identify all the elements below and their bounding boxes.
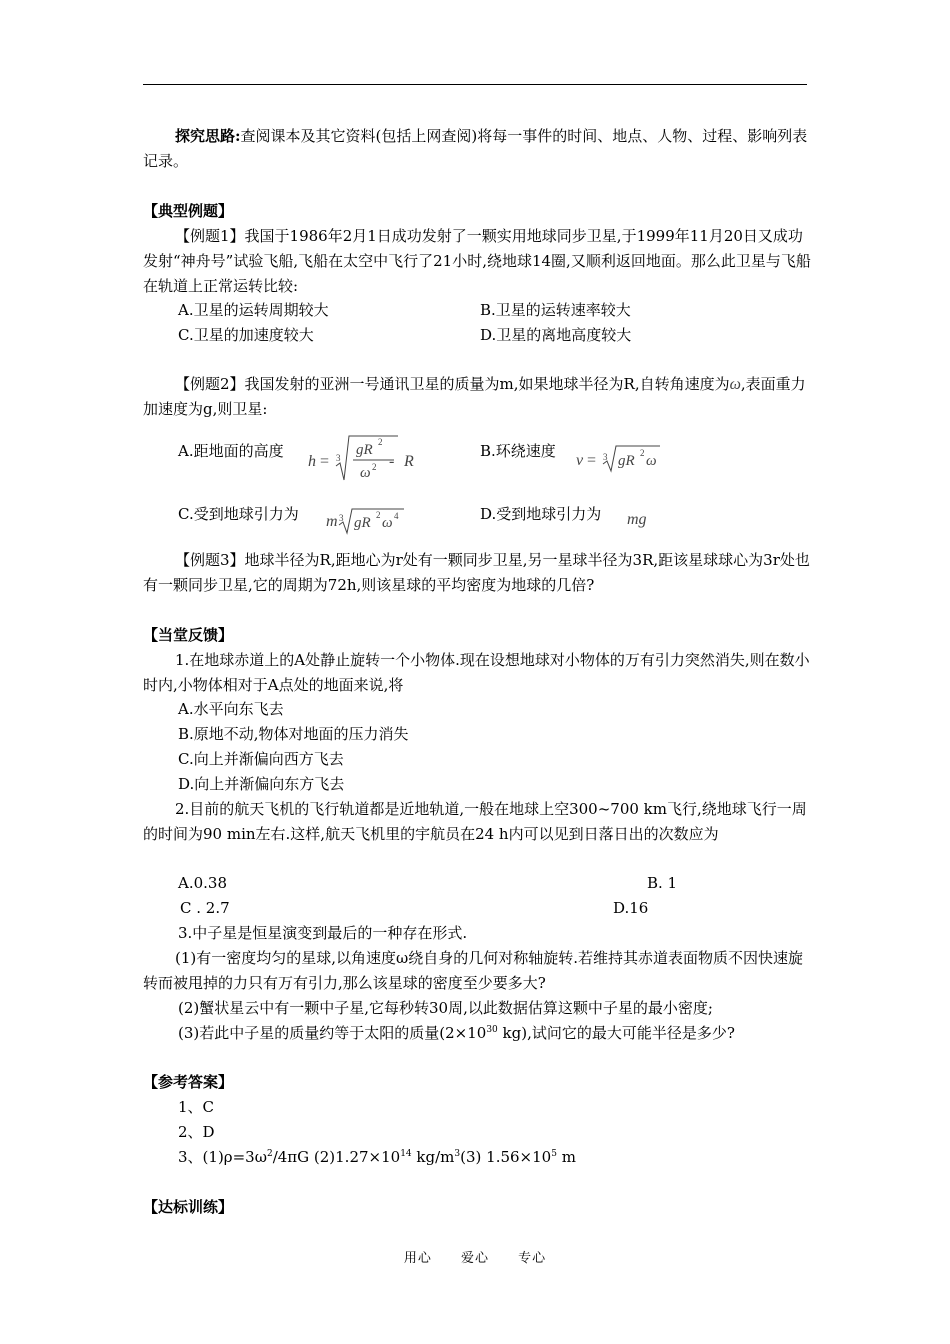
formula-gravity-d [626,505,660,533]
svg-text:3: 3 [339,513,344,523]
svg-text:=: = [587,452,597,469]
answer-3-exp1: 2 [266,1149,273,1159]
example2-option-d-label: D.受到地球引力为 [480,505,602,523]
svg-text:m: m [326,513,338,530]
answer-1: 1、C [178,1098,215,1116]
svg-text:gR: gR [356,442,373,458]
feedback-q2-option-a: A.0.38 [178,874,227,892]
svg-text:=: = [320,453,330,470]
example2-option-b [480,439,556,464]
intro-paragraph [143,124,813,174]
feedback-q2-option-b: B. 1 [647,874,678,892]
feedback-question3: 3.中子星是恒星演变到最后的一种存在形式. [178,924,468,942]
svg-text:2: 2 [378,437,383,447]
feedback-question2: 2.目前的航天飞机的飞行轨道都是近地轨道,一般在地球上空300~700 km飞行,绕地球飞行一周的时间为90 min左右.这样,航天飞机里的宇航员在24 h内可以见到日落日出的次数应为 [143,800,807,843]
formula-height [306,430,421,484]
example1-option-a: A.卫星的运转周期较大 [178,301,329,319]
example3-text: 【例题3】地球半径为R,距地心为r处有一颗同步卫星,另一星球半径为3R,距该星球球心为3r处也有一颗同步卫星,它的周期为72h,则该星球的平均密度为地球的几倍? [143,551,810,594]
example1-option-d: D.卫星的离地高度较大 [480,326,632,344]
answer-3-part-d: (3) 1.56×10 [460,1148,552,1166]
feedback-question3-part1: (1)有一密度均匀的星球,以角速度ω绕自身的几何对称轴旋转.若维持其赤道表面物质不因快速旋转而被甩掉的力只有万有引力,那么该星球的密度至少要多大? [143,949,804,992]
example1-option-c: C.卫星的加速度较大 [178,326,314,344]
header-rule [143,84,807,85]
feedback-q1-option-b: B.原地不动,物体对地面的压力消失 [178,725,409,743]
q3-part3-text-a: (3)若此中子星的质量约等于太阳的质量(2×10 [178,1024,487,1042]
answer-3-exp4: 5 [551,1149,557,1159]
intro-label: 探究思路: [175,127,241,145]
answer-3-exp2: 14 [400,1149,412,1159]
example2-text-part2: ,表面重力加速度为g,则卫星: [143,375,806,418]
answer-3-part-c: kg/m [411,1148,455,1166]
svg-text:3: 3 [603,452,608,462]
example1-option-b: B.卫星的运转速率较大 [480,301,631,319]
answers-heading: 【参考答案】 [143,1073,234,1091]
answer-2: 2、D [178,1123,215,1141]
svg-text:mg: mg [627,511,647,528]
feedback-q1-option-d: D.向上并渐偏向东方飞去 [178,775,345,793]
feedback-question3-part3 [178,1021,735,1046]
footer-word-3: 专心 [518,1251,547,1266]
footer-word-1: 用心 [403,1251,432,1266]
example2-option-a-label: A.距地面的高度 [178,442,284,460]
answer-3-part-b: /4πG (2)1.27×10 [272,1148,401,1166]
svg-text:ω: ω [360,465,371,481]
svg-text:gR: gR [618,453,635,469]
omega-symbol: ω [729,376,741,393]
training-heading: 【达标训练】 [143,1198,234,1216]
svg-text:2: 2 [640,448,645,458]
formula-velocity [574,440,666,474]
svg-text:3: 3 [336,453,341,463]
svg-text:v: v [576,452,584,469]
footer-word-2: 爱心 [460,1251,489,1266]
svg-text:2: 2 [376,510,381,520]
feedback-q2-option-c: C . 2.7 [180,899,230,917]
svg-text:h: h [308,453,316,470]
formula-gravity-c [324,503,410,537]
feedback-heading: 【当堂反馈】 [143,626,234,644]
feedback-q2-option-d: D.16 [613,899,649,917]
svg-text:2: 2 [372,462,377,472]
svg-text:ω: ω [646,453,657,469]
example2-text-part1: 【例题2】我国发射的亚洲一号通讯卫星的质量为m,如果地球半径为R,自转角速度为 [175,375,730,393]
example2-option-c [178,502,299,527]
answer-3 [178,1145,576,1170]
svg-text:ω: ω [382,515,393,531]
svg-text:-: - [389,453,395,470]
example2-option-a [178,439,284,464]
typical-heading: 【典型例题】 [143,202,234,220]
page-footer [0,1247,950,1266]
feedback-q1-option-a: A.水平向东飞去 [178,700,284,718]
answer-3-exp3: 3 [454,1149,461,1159]
answer-3-part-a: 3、(1)ρ=3ω [178,1148,267,1166]
feedback-question1: 1.在地球赤道上的A处静止旋转一个小物体.现在设想地球对小物体的万有引力突然消失,则在数小时内,小物体相对于A点处的地面来说,将 [143,651,810,694]
svg-text:R: R [404,453,414,470]
example2-option-b-label: B.环绕速度 [480,442,556,460]
q3-part3-exponent: 30 [486,1025,498,1035]
example2-option-c-label: C.受到地球引力为 [178,505,299,523]
svg-text:gR: gR [354,515,371,531]
example2-option-d [480,502,601,527]
feedback-question3-part2: (2)蟹状星云中有一颗中子星,它每秒转30周,以此数据估算这颗中子星的最小密度; [178,999,713,1017]
svg-text:4: 4 [394,511,399,521]
q3-part3-text-b: kg),试问它的最大可能半径是多少? [497,1024,735,1042]
example2-text [143,372,811,422]
answer-3-part-e: m [556,1148,576,1166]
example1-text: 【例题1】我国于1986年2月1日成功发射了一颗实用地球同步卫星,于1999年11月20日又成功发射“神舟号”试验飞船,飞船在太空中飞行了21小时,绕地球14圈,又顺利返回地面。那么此卫星与飞船在轨道上正常运转比较: [143,227,811,295]
feedback-q1-option-c: C.向上并渐偏向西方飞去 [178,750,344,768]
intro-text: 查阅课本及其它资料(包括上网查阅)将每一事件的时间、地点、人物、过程、影响列表记录。 [143,127,808,170]
